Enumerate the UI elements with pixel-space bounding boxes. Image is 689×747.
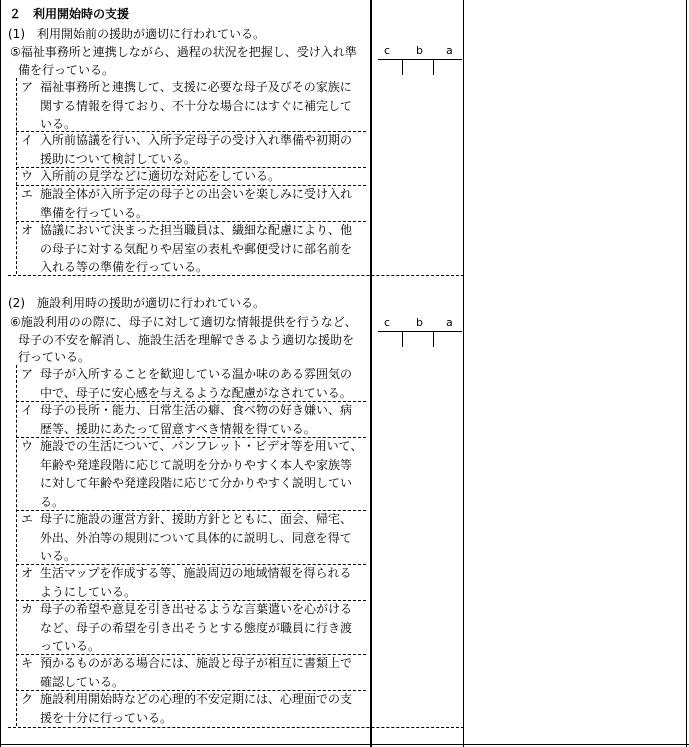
sub2-item [16, 510, 366, 565]
item-text: 入所前の見学などに適切な対応をしている。 [40, 169, 281, 183]
sub2-heading: (2) 施設利用時の援助が適切に行われている。 [8, 296, 265, 310]
rating-tick [402, 331, 403, 347]
item-label: オ [21, 223, 34, 237]
column-divider [370, 0, 372, 747]
rating-c[interactable]: c [384, 316, 391, 329]
item-label: ア [21, 80, 34, 94]
section-separator [8, 727, 464, 728]
item-label: エ [21, 187, 34, 201]
sub1-criterion-line1: ⑤福祉事務所と連携しながら、過程の状況を把握し、受け入れ準 [10, 45, 357, 59]
rating-a[interactable]: a [446, 44, 453, 57]
sub2-item [16, 654, 366, 691]
section-separator [8, 275, 464, 276]
sub1-item [16, 167, 366, 186]
item-label: エ [21, 512, 34, 526]
item-label: キ [21, 656, 34, 670]
left-border [0, 0, 1, 747]
item-text: 施設全体が入所予定の母子との出会いを楽しみに受け入れ 準備を行っている。 [40, 187, 353, 220]
sub1-item [16, 78, 366, 132]
rating-tick [433, 59, 434, 75]
item-text: 母子の希望や意見を引き出せるような言葉遣いを心がける など、母子の希望を引き出そうとする態度が職員に行き渡 っている。 [40, 602, 353, 653]
right-border [686, 0, 687, 747]
item-text: 施設利用開始時などの心理的不安定期には、心理面での支 援を十分に行っている。 [40, 692, 353, 725]
rating-b[interactable]: b [416, 316, 423, 329]
rating-line [378, 59, 462, 60]
item-label: ウ [21, 169, 34, 183]
item-text: 母子の長所・能力、日常生活の癖、食べ物の好き嫌い、病 歴等、援助にあたって留意すべき情報を得ている。 [40, 403, 353, 436]
sub2-item [16, 564, 366, 601]
sub2-criterion-line2: 母子の不安を解消し、施設生活を理解できるよう適切な援助を [18, 333, 355, 347]
item-label: ア [21, 367, 34, 381]
item-label: イ [21, 133, 34, 147]
sub2-item [16, 437, 366, 511]
sub2-rating-scale [378, 317, 462, 347]
item-text: 母子が入所することを歓迎している温か味のある雰囲気の 中で、母子に安心感を与えるような配慮がなされている。 [40, 367, 353, 400]
sub1-item [16, 185, 366, 222]
item-text: 協議において決まった担当職員は、繊細な配慮により、他 の母子に対する気配りや居室の表札や郵便受けに部名前を 入れる等の準備を行っている。 [40, 223, 353, 274]
sub1-item [16, 131, 366, 168]
sub1-rating-scale [378, 45, 462, 75]
rating-a[interactable]: a [446, 316, 453, 329]
item-label: ウ [21, 439, 34, 453]
column-divider-2 [463, 0, 464, 747]
sub2-criterion-line3: 行っている。 [18, 350, 91, 364]
rating-tick [402, 59, 403, 75]
rating-tick [433, 331, 434, 347]
item-label: イ [21, 403, 34, 417]
bottom-border [0, 744, 689, 745]
item-text: 生活マップを作成する等、施設周辺の地域情報を得られる ようにしている。 [40, 566, 352, 599]
item-label: オ [21, 566, 34, 580]
sub2-item [16, 690, 366, 726]
sub2-item [16, 365, 366, 402]
item-text: 預かるものがある場合には、施設と母子が相互に書類上で 確認している。 [40, 656, 353, 689]
item-text: 入所前協議を行い、入所予定母子の受け入れ準備や初期の 援助について検討している。 [40, 133, 353, 166]
item-text: 母子に施設の運営方針、援助方針とともに、面会、帰宅、 外出、外泊等の規則について具体的に説明し、同意を得て いる。 [40, 512, 353, 563]
section-title: ２ 利用開始時の支援 [9, 7, 130, 21]
sub1-item [16, 221, 366, 274]
sub1-criterion-line2: 備を行っている。 [18, 63, 115, 77]
rating-c[interactable]: c [384, 44, 391, 57]
item-text: 福祉事務所と連携して、支援に必要な母子及びその家族に 関する情報を得ており、不十分な場合にはすぐに補完して いる。 [40, 80, 353, 131]
sub1-heading: (1) 利用開始前の援助が適切に行われている。 [8, 27, 265, 41]
item-text: 施設での生活について、パンフレット・ビデオ等を用いて、 年齢や発達段階に応じて説明を分かりやすく本人や家族等 に対して年齢や発達段階に応じて分かりやすく説明してい る。 [40, 439, 363, 509]
sub2-item [16, 600, 366, 655]
rating-b[interactable]: b [416, 44, 423, 57]
item-label: ク [21, 692, 34, 706]
sub2-criterion-line1: ⑥施設利用のの際に、母子に対して適切な情報提供を行うなど、 [10, 315, 357, 329]
rating-line [378, 331, 462, 332]
sub2-item [16, 401, 366, 438]
item-label: カ [21, 602, 34, 616]
